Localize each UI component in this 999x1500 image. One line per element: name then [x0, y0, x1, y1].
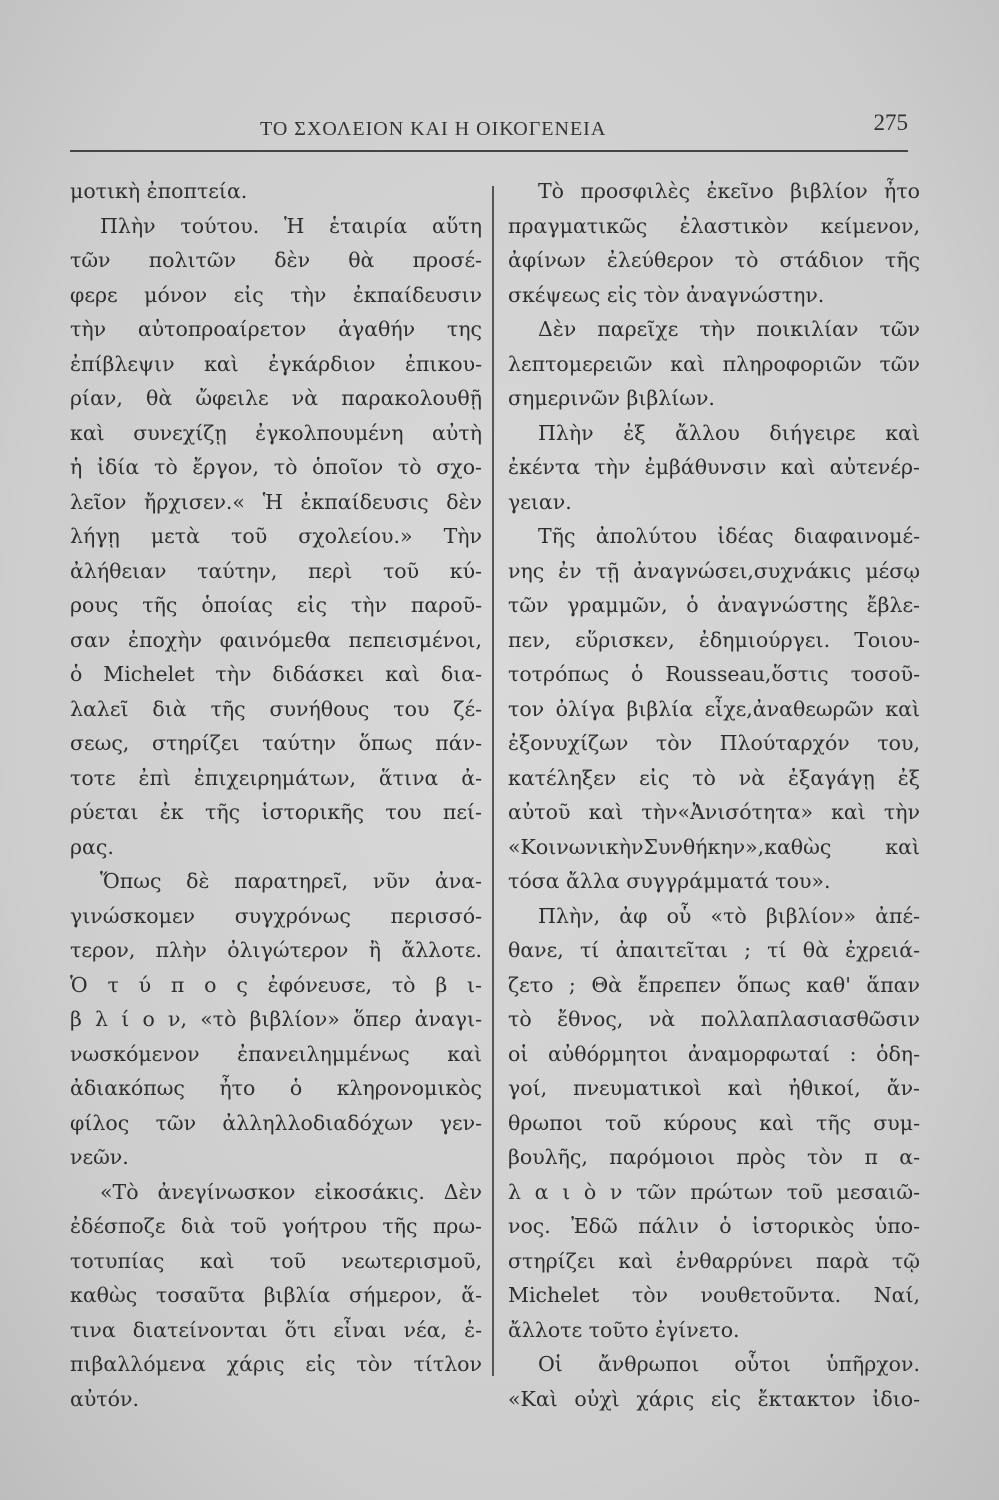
- text-line: Τῆς ἀπολύτου ἰδέας διαφαινομέ-: [538, 524, 920, 548]
- text-line: ζετο ; Θὰ ἔπρεπεν ὅπως καθ' ἅπαν: [508, 972, 920, 997]
- text-line: ρας.: [70, 834, 114, 859]
- text-line: βουλῆς, παρόμοιοι πρὸς τὸν π α-: [508, 1145, 920, 1169]
- text-line: Ὅπως δὲ παρατηρεῖ, νῦν ἀνα-: [100, 869, 482, 893]
- text-line: τοτυπίας καὶ τοῦ νεωτερισμοῦ,: [70, 1248, 482, 1273]
- text-line: ἐπίβλεψιν καὶ ἐγκάρδιον ἐπικου-: [70, 351, 482, 376]
- text-line: ρίαν, θὰ ὤφειλε νὰ παρακολουθῇ: [70, 386, 482, 410]
- page-number: 275: [873, 110, 908, 135]
- text-line: νεῶν.: [70, 1145, 129, 1169]
- text-line: ρους τῆς ὁποίας εἰς τὴν παροῦ-: [70, 593, 482, 617]
- text-line: ἡ ἰδία τὸ ἔργον, τὸ ὁποῖον τὸ σχο-: [70, 455, 482, 479]
- text-line: τινα διατείνονται ὅτι εἶναι νέα, ἐ-: [70, 1317, 482, 1342]
- text-line: Τὸ προσφιλὲς ἐκεῖνο βιβλίον ἦτο: [538, 179, 920, 203]
- text-line: λεπτομερειῶν καὶ πληροφοριῶν τῶν: [508, 351, 920, 376]
- text-line: πιβαλλόμενα χάρις εἰς τὸν τίτλον: [70, 1352, 482, 1376]
- text-line: στηρίζει καὶ ἐνθαρρύνει παρὰ τῷ: [508, 1248, 920, 1273]
- text-line: τόσα ἄλλα συγγράμματά του».: [508, 869, 831, 893]
- text-line: ἀφίνων ἐλεύθερον τὸ στάδιον τῆς: [508, 248, 920, 272]
- text-line: ἐδέσποζε διὰ τοῦ γοήτρου τῆς πρω-: [70, 1214, 482, 1238]
- text-line: ἀλήθειαν ταύτην, περὶ τοῦ κύ-: [70, 558, 482, 583]
- text-line: καθὼς τοσαῦτα βιβλία σήμερον, ἅ-: [70, 1283, 482, 1307]
- text-line: πεν, εὕρισκεν, ἐδημιούργει. Τοιου-: [508, 627, 920, 652]
- text-line: αὐτοῦ καὶ τὴν«Ἀνισότητα» καὶ τὴν: [508, 800, 920, 824]
- text-line: τὸ ἔθνος, νὰ πολλαπλασιασθῶσιν: [508, 1007, 920, 1031]
- text-line: ρύεται ἐκ τῆς ἱστορικῆς του πεί-: [70, 800, 482, 824]
- text-line: νης ἐν τῇ ἀναγνώσει,συχνάκις μέσῳ: [508, 558, 920, 583]
- left-column: [70, 174, 482, 1416]
- text-line: σεως, στηρίζει ταύτην ὅπως πάν-: [70, 731, 482, 755]
- text-line: τερον, πλὴν ὀλιγώτερον ἢ ἄλλοτε.: [70, 938, 482, 962]
- text-line: ἄλλοτε τοῦτο ἐγίνετο.: [508, 1317, 740, 1342]
- text-line: τῶν πολιτῶν δὲν θὰ προσέ-: [70, 248, 482, 272]
- text-line: γοί, πνευματικοὶ καὶ ἠθικοί, ἄν-: [508, 1076, 920, 1100]
- text-line: οἱ αὐθόρμητοι ἀναμορφωταί : ὁδη-: [508, 1041, 920, 1066]
- text-line: τὴν αὐτοπροαίρετον ἀγαθήν της: [70, 317, 482, 341]
- text-line: θρωποι τοῦ κύρους καὶ τῆς συμ-: [508, 1110, 920, 1135]
- text-line: κατέληξεν εἰς τὸ νὰ ἐξαγάγῃ ἐξ: [508, 765, 920, 790]
- text-line: λαλεῖ διὰ τῆς συνήθους του ζέ-: [70, 696, 482, 721]
- text-line: ἐξονυχίζων τὸν Πλούταρχόν του,: [508, 731, 920, 755]
- text-line: τον ὀλίγα βιβλία εἶχε,ἀναθεωρῶν καὶ: [508, 696, 920, 721]
- page-header: [70, 112, 910, 142]
- text-line: Πλὴν ἐξ ἄλλου διήγειρε καὶ: [538, 420, 920, 445]
- text-line: φερε μόνον εἰς τὴν ἐκπαίδευσιν: [70, 282, 482, 307]
- text-line: Ὁ τ ύ π ο ς ἐφόνευσε, τὸ β ι-: [70, 972, 482, 997]
- text-line: λεῖον ἤρχισεν.« Ἡ ἐκπαίδευσις δὲν: [70, 489, 482, 514]
- text-line: Πλὴν, ἀφ οὗ «τὸ βιβλίον» ἀπέ-: [538, 903, 920, 928]
- text-line: σκέψεως εἰς τὸν ἀναγνώστην.: [508, 282, 825, 307]
- text-line: τοτρόπως ὁ Rousseau,ὅστις τοσοῦ-: [508, 662, 920, 686]
- column-divider: [492, 186, 494, 1376]
- text-line: «ΚοινωνικὴνΣυνθήκην»,καθὼς καὶ: [508, 834, 920, 859]
- text-line: ἀδιακόπως ἦτο ὁ κληρονομικὸς: [70, 1076, 482, 1100]
- right-column: [508, 174, 920, 1416]
- text-line: νος. Ἐδῶ πάλιν ὁ ἱστορικὸς ὑπο-: [508, 1214, 920, 1238]
- text-line: μοτικὴ ἐποπτεία.: [70, 179, 248, 203]
- header-rule: [70, 150, 908, 152]
- text-line: πραγματικῶς ἐλαστικὸν κείμενον,: [508, 213, 920, 238]
- text-line: «Τὸ ἀνεγίνωσκον εἰκοσάκις. Δὲν: [100, 1179, 482, 1204]
- text-line: τῶν γραμμῶν, ὁ ἀναγνώστης ἔβλε-: [508, 593, 920, 617]
- text-line: φίλος τῶν ἀλληλλοδιαδόχων γεν-: [70, 1110, 482, 1135]
- text-line: Πλὴν τούτου. Ἡ ἑταιρία αὕτη: [100, 213, 482, 238]
- text-line: νωσκόμενον ἐπανειλημμένως καὶ: [70, 1041, 482, 1066]
- text-line: θανε, τί ἀπαιτεῖται ; τί θὰ ἐχρειά-: [508, 938, 920, 962]
- text-line: Michelet τὸν νουθετοῦντα. Ναί,: [508, 1283, 920, 1307]
- text-line: λήγῃ μετὰ τοῦ σχολείου.» Τὴν: [70, 524, 482, 548]
- text-line: γινώσκομεν συγχρόνως περισσό-: [70, 903, 482, 928]
- text-line: Οἱ ἄνθρωποι οὗτοι ὑπῆρχον.: [538, 1352, 920, 1376]
- text-line: σαν ἐποχὴν φαινόμεθα πεπεισμένοι,: [70, 627, 482, 652]
- text-line: τοτε ἐπὶ ἐπιχειρημάτων, ἅτινα ἀ-: [70, 765, 482, 790]
- text-line: λ α ι ὸ ν τῶν πρώτων τοῦ μεσαιῶ-: [508, 1179, 920, 1204]
- running-title: ΤΟ ΣΧΟΛΕΙΟΝ ΚΑΙ Η ΟΙΚΟΓΕΝΕΙΑ: [260, 118, 607, 140]
- text-line: γειαν.: [508, 489, 572, 514]
- text-line: ἐκέντα τὴν ἐμβάθυνσιν καὶ αὐτενέρ-: [508, 455, 920, 479]
- text-line: β λ ί ο ν, «τὸ βιβλίον» ὅπερ ἀναγι-: [70, 1007, 482, 1031]
- text-line: σημερινῶν βιβλίων.: [508, 386, 715, 410]
- text-line: «Καὶ οὐχὶ χάρις εἰς ἔκτακτον ἰδιο-: [508, 1386, 920, 1411]
- text-line: Δὲν παρεῖχε τὴν ποικιλίαν τῶν: [538, 317, 920, 341]
- text-line: ὁ Michelet τὴν διδάσκει καὶ δια-: [70, 662, 482, 686]
- text-line: καὶ συνεχίζῃ ἐγκολπουμένη αὐτὴ: [70, 420, 482, 445]
- text-line: αὐτόν.: [70, 1386, 139, 1411]
